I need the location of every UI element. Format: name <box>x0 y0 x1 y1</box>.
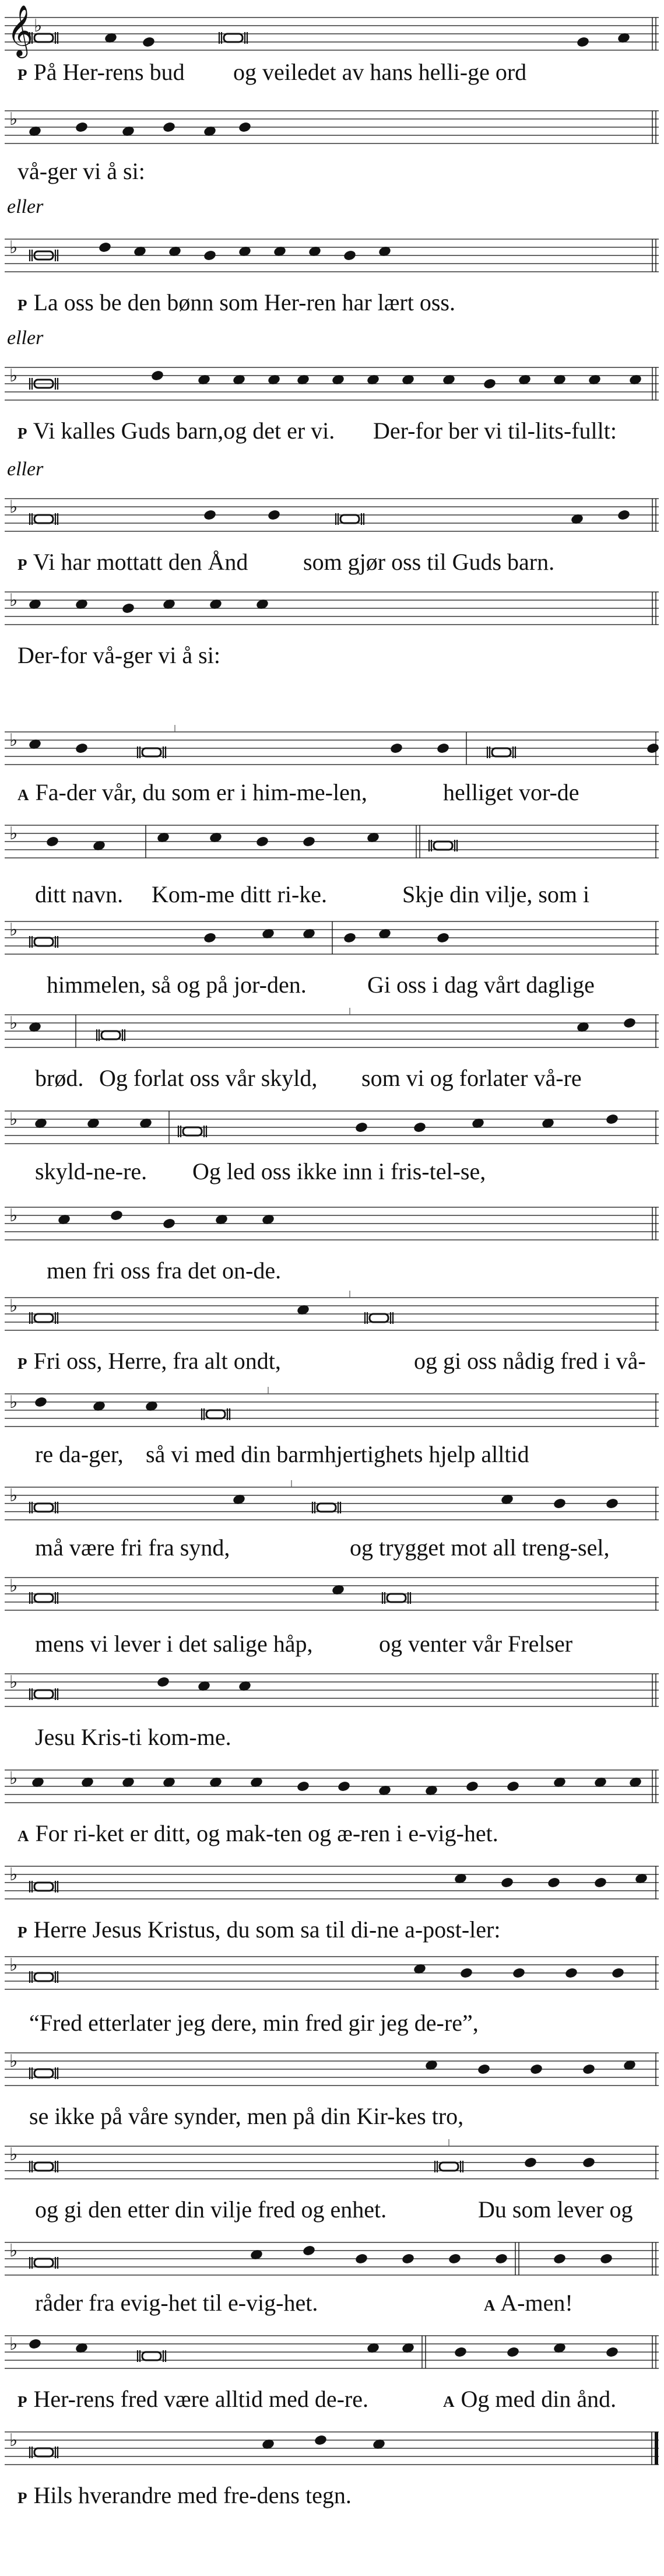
flat-icon: ♭ <box>9 237 18 258</box>
role-marker: P <box>17 296 28 314</box>
lyric-segment <box>443 779 579 807</box>
lyric-text: og veiledet av hans helli-ge ord <box>233 59 527 85</box>
music-staff <box>0 1478 664 1531</box>
note-head <box>599 2253 613 2265</box>
music-staff <box>0 1948 664 2000</box>
lyric-text: ditt navn. <box>35 881 124 907</box>
lyric-segment <box>35 1064 83 1092</box>
lyric-segment <box>350 1534 609 1562</box>
lyric-segment <box>17 289 455 319</box>
lyric-text: Vi har mottatt den Ånd <box>33 549 248 575</box>
note-head <box>646 742 660 755</box>
note-head <box>28 2338 42 2350</box>
flat-icon: ♭ <box>9 2051 18 2072</box>
lyric-text: som gjør oss til Guds barn. <box>303 549 555 575</box>
lyric-text: brød. <box>35 1065 84 1091</box>
lyric-text: som vi og forlater vå-re <box>361 1065 582 1091</box>
note-head <box>617 509 631 521</box>
note-head <box>296 1781 310 1793</box>
lyric-text: så vi med din barmhjertighets hjelp alltid <box>146 1441 529 1467</box>
lyric-segment <box>35 1534 230 1562</box>
note-head <box>45 836 59 848</box>
role-marker: A <box>443 2393 455 2410</box>
note-head <box>529 2063 543 2076</box>
flat-icon: ♭ <box>9 730 18 751</box>
music-staff <box>0 2137 664 2190</box>
note-head <box>302 836 316 848</box>
alternative-label: eller <box>7 196 44 218</box>
note-head <box>477 2063 491 2076</box>
flat-icon: ♭ <box>9 2241 18 2261</box>
lyric-segment <box>35 1441 124 1469</box>
note-head <box>255 836 269 848</box>
note-head <box>142 36 156 48</box>
lyric-segment <box>192 1158 486 1186</box>
lyric-text: Du som lever og <box>478 2196 633 2223</box>
alternative-label: eller <box>7 327 44 349</box>
note-head <box>436 742 450 755</box>
lyric-segment <box>29 2102 463 2130</box>
lyric-text: Der-for ber vi til-lits-fullt: <box>373 418 617 444</box>
lyric-text: Og led oss ikke inn i fris-tel-se, <box>192 1158 486 1184</box>
lyric-text: Og med din ånd. <box>461 2386 617 2412</box>
lyric-text: For ri-ket er ditt, og mak-ten og æ-ren i e-vig-het. <box>35 1820 498 1846</box>
music-staff <box>0 230 664 283</box>
note-head <box>547 1877 561 1889</box>
lyric-segment <box>47 1257 281 1285</box>
lyric-text: Fa-der vår, du som er i him-me-len, <box>35 779 367 805</box>
flat-icon: ♭ <box>9 1576 18 1596</box>
lyric-text: Og forlat oss vår skyld, <box>99 1065 318 1091</box>
flat-icon: ♭ <box>9 1864 18 1885</box>
music-staff <box>0 1385 664 1438</box>
music-staff <box>0 359 664 411</box>
music-staff <box>0 2234 664 2286</box>
lyric-segment <box>402 881 589 909</box>
flat-icon: ♭ <box>9 1296 18 1316</box>
lyric-text: skyld-ne-re. <box>35 1158 147 1184</box>
music-staff <box>0 913 664 965</box>
lyric-segment <box>35 1158 147 1186</box>
music-staff <box>0 1198 664 1251</box>
music-staff <box>0 1569 664 1621</box>
lyric-text: Der-for vå-ger vi å si: <box>17 642 220 668</box>
note-head <box>75 742 89 755</box>
note-head <box>564 1967 578 1979</box>
note-head <box>354 1121 368 1134</box>
music-staff <box>0 583 664 636</box>
lyric-text: helliget vor-de <box>443 779 579 805</box>
lyric-text: vå-ger vi å si: <box>17 158 145 184</box>
lyric-segment <box>17 1347 281 1378</box>
lyric-segment <box>17 1916 500 1946</box>
note-head <box>110 1210 124 1222</box>
flat-icon: ♭ <box>9 823 18 844</box>
role-marker: P <box>17 2393 28 2410</box>
flat-icon: ♭ <box>9 497 18 517</box>
lyric-text: Her-rens fred være alltid med de-re. <box>33 2386 368 2412</box>
lyric-segment <box>233 58 526 86</box>
lyric-segment <box>17 1820 498 1850</box>
note-head <box>582 2157 596 2169</box>
lyric-text: mens vi lever i det salige håp, <box>35 1631 313 1657</box>
note-head <box>401 2253 415 2265</box>
lyric-segment <box>47 971 307 999</box>
flat-icon: ♭ <box>9 2334 18 2354</box>
lyric-text: La oss be den bønn som Her-ren har lært oss. <box>33 289 455 316</box>
treble-clef-icon: 𝄞 <box>7 4 33 56</box>
lyric-text: Vi kalles Guds barn,og det er vi. <box>33 418 335 444</box>
music-staff <box>0 816 664 869</box>
music-staff <box>0 2044 664 2097</box>
note-head <box>605 1113 619 1126</box>
lyric-segment <box>484 2289 573 2319</box>
music-staff <box>0 1006 664 1059</box>
note-head <box>459 1967 473 1979</box>
flat-icon: ♭ <box>9 1392 18 1413</box>
note-head <box>203 509 217 521</box>
role-marker: P <box>17 425 28 442</box>
lyric-text: Herre Jesus Kristus, du som sa til di-ne a-post-ler: <box>33 1916 501 1943</box>
note-head <box>454 2346 468 2358</box>
note-head <box>465 1781 479 1793</box>
note-head <box>448 2253 462 2265</box>
lyric-segment <box>17 2482 352 2512</box>
lyric-segment <box>152 881 327 909</box>
note-head <box>302 2245 316 2257</box>
lyric-text: men fri oss fra det on-de. <box>47 1257 282 1284</box>
lyric-segment <box>443 2385 616 2416</box>
note-head <box>267 509 281 521</box>
role-marker: A <box>17 786 30 804</box>
lyric-segment <box>367 971 595 999</box>
lyric-text: og trygget mot all treng-sel, <box>350 1534 610 1561</box>
lyric-text: På Her-rens bud <box>33 59 185 85</box>
lyric-text: “Fred etterlater jeg dere, min fred gir jeg de-re”, <box>29 2010 479 2036</box>
lyric-segment <box>17 779 367 809</box>
note-head <box>343 932 357 944</box>
flat-icon: ♭ <box>9 1013 18 1033</box>
note-head <box>238 121 252 134</box>
role-marker: A <box>484 2297 496 2314</box>
note-head <box>203 932 217 944</box>
music-staff <box>0 1289 664 1341</box>
note-head <box>582 2063 596 2076</box>
lyric-segment <box>17 157 145 185</box>
lyric-text: se ikke på våre synder, men på din Kir-kes tro, <box>29 2103 464 2129</box>
note-head <box>98 241 112 254</box>
note-head <box>121 602 135 615</box>
note-head <box>611 1967 625 1979</box>
flat-icon: ♭ <box>9 366 18 386</box>
flat-icon: ♭ <box>9 2430 18 2451</box>
lyric-segment <box>361 1064 582 1092</box>
music-staff <box>0 1761 664 1814</box>
role-marker: P <box>17 66 28 83</box>
note-head <box>413 1121 427 1134</box>
music-staff <box>0 490 664 542</box>
lyric-text: re da-ger, <box>35 1441 124 1467</box>
lyric-text: råder fra evig-het til e-vig-het. <box>35 2290 318 2316</box>
lyric-segment <box>414 1347 646 1375</box>
lyric-text: og gi oss nådig fred i vå- <box>414 1348 646 1374</box>
lyric-segment <box>35 1723 231 1751</box>
alternative-label: eller <box>7 458 44 480</box>
lyric-segment <box>478 2196 633 2224</box>
role-marker: P <box>17 2489 28 2507</box>
lyric-segment <box>17 58 185 89</box>
lyric-text: Jesu Kris-ti kom-me. <box>35 1724 231 1750</box>
lyric-segment <box>35 2196 387 2224</box>
music-staff <box>0 1857 664 1910</box>
flat-icon: ♭ <box>9 2144 18 2165</box>
lyric-text: Kom-me ditt ri-ke. <box>152 881 328 907</box>
lyric-text: Gi oss i dag vårt daglige <box>367 972 595 998</box>
lyric-text: Fri oss, Herre, fra alt ondt, <box>33 1348 281 1374</box>
note-head <box>553 1498 567 1510</box>
note-head <box>203 250 217 262</box>
note-head <box>162 121 176 134</box>
flat-icon: ♭ <box>9 590 18 611</box>
lyric-segment <box>303 548 554 576</box>
music-staff <box>0 2423 664 2476</box>
lyric-segment <box>379 1630 572 1658</box>
lyric-segment <box>17 2385 368 2416</box>
note-head <box>506 2346 520 2358</box>
flat-icon: ♭ <box>9 1109 18 1130</box>
music-staff <box>0 1102 664 1155</box>
note-head <box>483 378 497 390</box>
lyric-text: må være fri fra synd, <box>35 1534 230 1561</box>
note-head <box>605 1498 619 1510</box>
flat-icon: ♭ <box>9 1768 18 1789</box>
flat-icon: ♭ <box>9 1955 18 1975</box>
note-head <box>576 36 590 48</box>
note-head <box>512 1967 526 1979</box>
lyric-segment <box>146 1441 529 1469</box>
flat-icon: ♭ <box>9 1672 18 1692</box>
flat-icon: ♭ <box>9 1485 18 1506</box>
lyric-segment <box>35 1630 313 1658</box>
note-head <box>150 370 164 382</box>
final-barline <box>655 2432 658 2465</box>
role-marker: P <box>17 1923 28 1941</box>
note-head <box>343 250 357 262</box>
note-head <box>389 742 403 755</box>
note-head <box>436 932 450 944</box>
music-staff <box>0 102 664 155</box>
note-head <box>75 121 89 134</box>
flat-icon: ♭ <box>9 920 18 940</box>
music-staff <box>0 1665 664 1718</box>
lyric-text: og gi den etter din vilje fred og enhet. <box>35 2196 387 2223</box>
note-head <box>494 2253 508 2265</box>
note-head <box>314 2434 328 2447</box>
note-head <box>553 2253 567 2265</box>
role-marker: P <box>17 1355 28 1372</box>
note-head <box>156 1676 170 1688</box>
note-head <box>593 1877 607 1889</box>
lyric-text: A-men! <box>500 2290 573 2316</box>
note-head <box>506 1781 520 1793</box>
note-head <box>34 1396 48 1408</box>
lyric-segment <box>17 548 248 579</box>
lyric-text: og venter vår Frelser <box>379 1631 573 1657</box>
flat-icon: ♭ <box>9 1205 18 1226</box>
lyric-segment <box>35 2289 318 2317</box>
music-staff <box>0 723 664 776</box>
music-staff <box>0 2327 664 2379</box>
note-head <box>500 1877 514 1889</box>
note-head <box>354 2253 368 2265</box>
note-head <box>337 1781 351 1793</box>
lyric-segment <box>17 642 220 670</box>
lyric-segment <box>35 881 123 909</box>
lyric-segment <box>99 1064 317 1092</box>
lyric-segment <box>373 417 617 445</box>
lyric-segment <box>29 2009 479 2037</box>
flat-icon: ♭ <box>9 109 18 129</box>
role-marker: A <box>17 1827 30 1845</box>
lyric-text: Skje din vilje, som i <box>402 881 590 907</box>
flat-icon: ♭ <box>34 16 43 36</box>
lyric-text: himmelen, så og på jor-den. <box>47 972 307 998</box>
note-head <box>524 2157 537 2169</box>
note-head <box>162 1218 176 1230</box>
note-head <box>623 1017 637 1029</box>
lyric-segment <box>17 417 335 447</box>
music-staff <box>0 4 664 61</box>
role-marker: P <box>17 556 28 573</box>
lyric-text: Hils hverandre med fre-dens tegn. <box>33 2482 352 2508</box>
note-head <box>605 2346 619 2358</box>
